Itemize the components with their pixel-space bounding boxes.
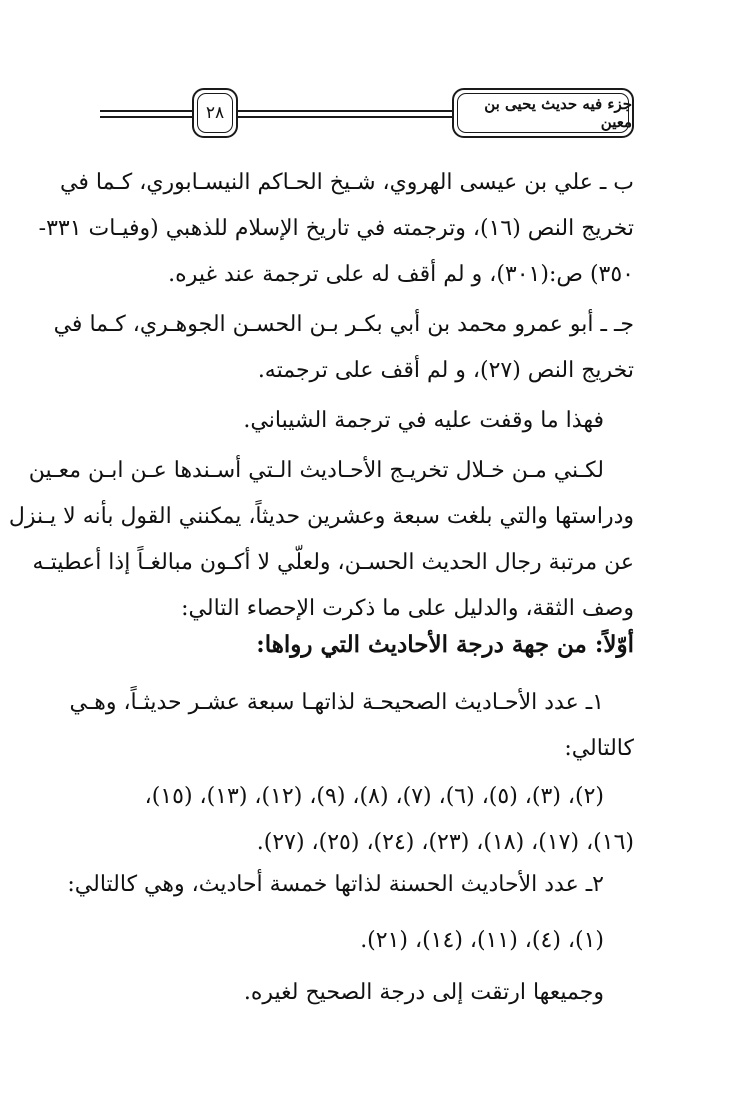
paragraph-assessment — [8, 448, 634, 632]
paragraph-j — [53, 302, 634, 394]
text-line: جـ ـ أبو عمرو محمد بن أبي بكـر بـن الحسـن الجوهـري، كـما في — [53, 312, 634, 337]
item-1-numbers — [106, 774, 634, 866]
header-rule-left — [100, 116, 192, 118]
text-line: ٣٥٠) ص:(٣٠١)، و لم أقف له على ترجمة عند غيره. — [168, 262, 634, 287]
text-line: ب ـ علي بن عيسى الهروي، شـيخ الحـاكم النيسـابوري، كـما في — [60, 170, 634, 195]
text-line: كالتالي: — [564, 736, 634, 761]
heading-line: أوّلاً: من جهة درجة الأحاديث التي رواها: — [256, 631, 634, 658]
closing-line — [106, 970, 634, 1016]
text-line: فهذا ما وقفت عليه في ترجمة الشيباني. — [243, 408, 604, 433]
item-2-numbers — [106, 918, 634, 964]
text-line: تخريج النص (٢٧)، و لم أقف على ترجمته. — [257, 358, 634, 383]
paragraph-b — [38, 160, 634, 298]
text-line: عن مرتبة رجال الحديث الحسـن، ولعلّي لا أكـون مبالغـاً إذا أعطيتـه — [32, 550, 634, 575]
page-header — [0, 88, 755, 144]
item-2 — [67, 862, 634, 908]
text-line: (٢)، (٣)، (٥)، (٦)، (٧)، (٨)، (٩)، (١٢)، (١٣)، (١٥)، — [144, 784, 604, 809]
paragraph-summary — [106, 398, 634, 444]
text-line: ٢ـ عدد الأحاديث الحسنة لذاتها خمسة أحاديث، وهي كالتالي: — [67, 872, 604, 897]
text-line: وصف الثقة، والدليل على ما ذكرت الإحصاء التالي: — [181, 596, 634, 621]
text-line: (١٦)، (١٧)، (١٨)، (٢٣)، (٢٤)، (٢٥)، (٢٧). — [256, 830, 634, 855]
text-line: وجميعها ارتقت إلى درجة الصحيح لغيره. — [243, 980, 604, 1005]
text-line: ١ـ عدد الأحـاديث الصحيحـة لذاتهـا سبعة عشـر حديثـاً، وهـي — [69, 690, 604, 715]
item-1 — [69, 680, 634, 772]
running-title: جزء فيه حديث يحيى بن معين — [452, 88, 634, 138]
header-rule-left — [100, 110, 192, 112]
text-line: (١)، (٤)، (١١)، (١٤)، (٢١). — [360, 928, 604, 953]
page-number: ٢٨ — [192, 88, 238, 138]
section-heading — [106, 622, 634, 668]
text-line: ودراستها والتي بلغت سبعة وعشرين حديثاً، يمكنني القول بأنه لا يـنزل — [8, 504, 634, 529]
header-rule-middle — [238, 110, 452, 112]
header-rule-middle — [238, 116, 452, 118]
text-line: لكـني مـن خـلال تخريـج الأحـاديث الـتي أسـندها عـن ابـن معـين — [28, 458, 604, 483]
text-line: تخريج النص (١٦)، وترجمته في تاريخ الإسلام للذهبي (وفيـات ٣٣١- — [38, 216, 634, 241]
